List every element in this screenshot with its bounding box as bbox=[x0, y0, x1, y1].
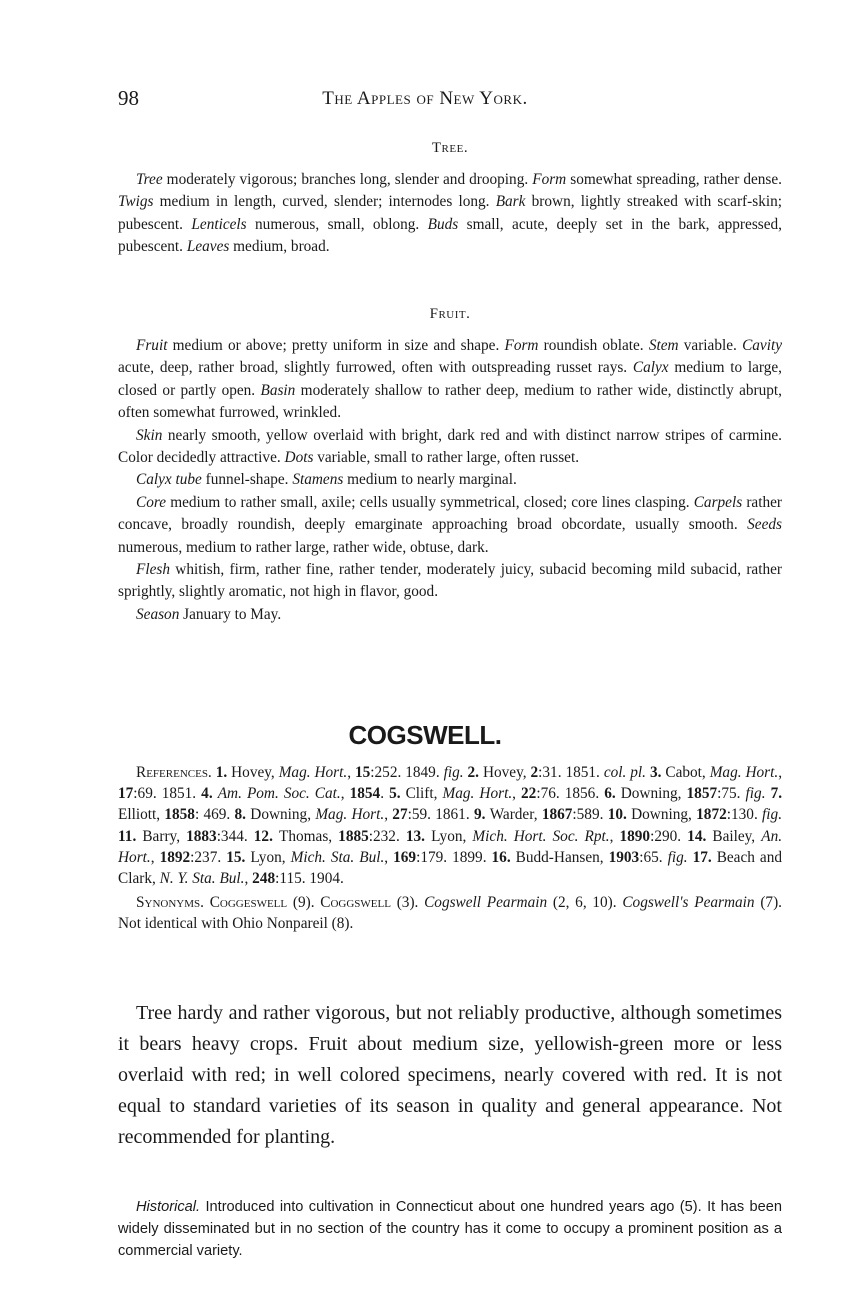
text-run: Tree hardy and rather vigorous, but not reliably productive, although sometimes it bears heavy crops. Fruit about medium size, yellowish-green more or less overlaid with red; in well colored specimens, nearly covered with red. It is not equal to standard varieties of its season in quality and general appearance. Not recommended for planting. bbox=[118, 1002, 782, 1148]
italic-term: Core bbox=[136, 493, 167, 511]
text-run: , bbox=[384, 806, 393, 824]
text-run: medium, broad. bbox=[229, 238, 330, 256]
italic-term: Basin bbox=[260, 381, 296, 399]
italic-term: Mag. Hort. bbox=[278, 764, 348, 781]
italic-term: Buds bbox=[427, 215, 459, 233]
text-run: 1903 bbox=[608, 848, 640, 866]
italic-term: Stem bbox=[648, 337, 679, 354]
text-run: , bbox=[244, 870, 253, 888]
text-run: Bailey, bbox=[712, 827, 762, 845]
text-run: (3). bbox=[390, 894, 425, 912]
italic-term: Form bbox=[532, 171, 567, 188]
page-number: 98 bbox=[118, 86, 139, 110]
text-run: 27 bbox=[392, 806, 408, 824]
text-run: :237. bbox=[190, 848, 227, 866]
text-run: Downing, bbox=[250, 806, 316, 824]
text-run: 1858 bbox=[164, 806, 195, 824]
text-run: Hovey, bbox=[231, 764, 279, 781]
text-run: somewhat spreading, rather dense. bbox=[566, 171, 782, 188]
text-run: :290. bbox=[650, 827, 688, 845]
text-run: whitish, firm, rather fine, rather tender, moderately juicy, subacid becoming mild subacid, rather sprightly, slightly aromatic, not high in flavor, good. bbox=[118, 561, 782, 601]
fruit-section bbox=[118, 306, 782, 626]
text-run: 1883 bbox=[186, 827, 217, 845]
italic-term: N. Y. Sta. Bul. bbox=[159, 870, 245, 888]
italic-term: Lenticels bbox=[191, 215, 247, 233]
italic-term: Twigs bbox=[118, 193, 154, 211]
text-run: (7). Not identical with Ohio Nonpareil (8). bbox=[118, 894, 782, 933]
text-run: :179. 1899. bbox=[416, 848, 492, 866]
text-run: Cabot, bbox=[665, 764, 710, 781]
italic-term: Mag. Hort. bbox=[709, 764, 779, 781]
text-run: (2, 6, 10). bbox=[547, 894, 623, 912]
historical-paragraph bbox=[118, 1196, 782, 1262]
text-run: 4. bbox=[201, 785, 218, 803]
text-run: 1890 bbox=[619, 827, 651, 845]
text-run: 9. bbox=[473, 806, 490, 824]
text-run: :75. bbox=[717, 785, 746, 803]
italic-term: Tree bbox=[136, 171, 163, 188]
text-run: Introduced into cultivation in Connecticut about one hundred years ago (5). It has been widely disseminated but in no section of the country has it come to occupy a prominent position as a commercial variety. bbox=[118, 1199, 782, 1259]
text-run: 1892 bbox=[159, 848, 191, 866]
section-heading-tree: Tree. bbox=[431, 140, 469, 156]
text-run: 1857 bbox=[686, 785, 718, 803]
italic-term: Skin bbox=[136, 426, 163, 444]
italic-term: col. pl. bbox=[603, 764, 647, 781]
italic-term: Cavity bbox=[742, 337, 782, 354]
italic-term: fig. bbox=[443, 764, 464, 781]
text-run: 8. bbox=[234, 806, 251, 824]
text-run: 248 bbox=[252, 870, 276, 888]
text-run: :65. bbox=[639, 848, 668, 866]
italic-term: fig. bbox=[745, 785, 766, 803]
text-run: :589. bbox=[572, 806, 608, 824]
text-run: 17 bbox=[118, 785, 134, 803]
text-run: 1885 bbox=[338, 827, 369, 845]
italic-term: Fruit bbox=[136, 337, 168, 354]
text-run: 16. bbox=[491, 848, 516, 866]
text-run: 17. bbox=[687, 848, 717, 866]
text-run: :76. 1856. bbox=[536, 785, 605, 803]
italic-term: Leaves bbox=[186, 238, 230, 256]
text-run: Lyon, bbox=[431, 827, 473, 845]
core-paragraph bbox=[118, 492, 782, 559]
text-run: , bbox=[609, 827, 620, 845]
calyx-tube-paragraph bbox=[118, 469, 782, 491]
text-run: References. bbox=[136, 764, 212, 781]
text-run: medium in length, curved, slender; internodes long. bbox=[153, 193, 496, 211]
summary-section bbox=[118, 998, 782, 1153]
text-run: Clift, bbox=[405, 785, 443, 803]
text-run: small, acute, deeply set in the bark, appressed, pubescent. bbox=[118, 215, 782, 256]
italic-term: An. Hort. bbox=[118, 827, 783, 866]
italic-term: fig. bbox=[667, 848, 688, 866]
text-run: funnel-shape. bbox=[201, 471, 293, 489]
text-run: , bbox=[150, 848, 160, 866]
text-run: medium or above; pretty uniform in size and shape. bbox=[167, 337, 505, 354]
italic-term: Mag. Hort. bbox=[442, 785, 513, 803]
text-run: Warder, bbox=[489, 806, 542, 824]
variety-title: COGSWELL. bbox=[348, 720, 502, 750]
italic-term: Season bbox=[136, 605, 180, 623]
text-run: roundish oblate. bbox=[538, 337, 649, 354]
running-title: The Apples of New York. bbox=[322, 88, 528, 109]
text-run: January to May. bbox=[179, 605, 282, 623]
text-run: Synonyms. bbox=[136, 894, 204, 912]
synonyms bbox=[118, 892, 782, 934]
italic-term: Am. Pom. Soc. Cat. bbox=[217, 785, 341, 803]
text-run: 12. bbox=[253, 827, 279, 845]
text-run: 15 bbox=[354, 764, 371, 781]
text-run: Coggeswell bbox=[209, 894, 288, 912]
italic-term: Cogswell's Pearmain bbox=[622, 894, 755, 912]
text-run: Downing, bbox=[620, 785, 687, 803]
text-run: , bbox=[384, 848, 394, 866]
text-run: 169 bbox=[393, 848, 417, 866]
historical-section bbox=[118, 1196, 782, 1262]
skin-paragraph bbox=[118, 425, 782, 470]
text-run: 2 bbox=[530, 764, 539, 781]
text-run: 14. bbox=[687, 827, 713, 845]
text-run: medium to rather small, axile; cells usually symmetrical, closed; core lines clasping. bbox=[166, 493, 694, 511]
text-run: 13. bbox=[405, 827, 432, 845]
text-run: , bbox=[347, 764, 355, 781]
italic-term: Flesh bbox=[136, 561, 170, 579]
text-run: variable. bbox=[678, 337, 743, 354]
text-run: :252. 1849. bbox=[370, 764, 444, 781]
text-run: :232. bbox=[368, 827, 406, 845]
text-run: 1. bbox=[211, 764, 232, 781]
text-run: 1867 bbox=[541, 806, 573, 824]
text-run: moderately shallow to rather deep, medium to rather wide, distinctly abrupt, often somewhat furrowed, wrinkled. bbox=[118, 381, 782, 422]
text-run: :130. bbox=[726, 806, 763, 824]
text-run: brown, lightly streaked with scarf-skin; pubescent. bbox=[118, 193, 782, 233]
italic-term: fig. bbox=[762, 806, 783, 824]
flesh-paragraph bbox=[118, 559, 782, 604]
text-run: Lyon, bbox=[250, 848, 291, 866]
text-run: medium to large, closed or partly open. bbox=[118, 359, 783, 399]
italic-term: Dots bbox=[284, 449, 314, 467]
text-run: 11. bbox=[118, 827, 143, 845]
text-run: :115. 1904. bbox=[275, 870, 344, 888]
text-run: numerous, small, oblong. bbox=[246, 215, 428, 233]
text-run: (9). bbox=[287, 894, 321, 912]
italic-term: Calyx tube bbox=[136, 471, 202, 489]
summary-paragraph bbox=[118, 998, 782, 1153]
text-run: 10. bbox=[607, 806, 632, 824]
text-run: 1854 bbox=[349, 785, 381, 803]
italic-term: Seeds bbox=[747, 516, 782, 534]
text-run: , bbox=[340, 785, 350, 803]
italic-term: Mich. Sta. Bul. bbox=[290, 848, 385, 866]
fruit-paragraph bbox=[118, 335, 782, 425]
text-run: :69. 1851. bbox=[133, 785, 202, 803]
italic-term: Mag. Hort. bbox=[315, 806, 385, 824]
section-heading-fruit: Fruit. bbox=[429, 306, 471, 322]
text-run: , bbox=[778, 764, 783, 781]
text-run: moderately vigorous; branches long, slender and drooping. bbox=[162, 171, 533, 188]
tree-description bbox=[118, 169, 782, 259]
text-run: Coggswell bbox=[320, 894, 391, 912]
text-run: :31. 1851. bbox=[538, 764, 604, 781]
text-run: acute, deep, rather broad, slightly furrowed, often with outspreading russet rays. bbox=[118, 359, 633, 377]
text-run: 15. bbox=[226, 848, 251, 866]
italic-term: Mich. Hort. Soc. Rpt. bbox=[472, 827, 610, 845]
italic-term: Bark bbox=[495, 193, 526, 211]
text-run: Hovey, bbox=[482, 764, 531, 781]
text-run: Barry, bbox=[142, 827, 187, 845]
text-run: variable, small to rather large, often russet. bbox=[313, 449, 580, 467]
text-run: 7. bbox=[765, 785, 783, 803]
text-run: nearly smooth, yellow overlaid with bright, dark red and with distinct narrow stripes of carmine. Color decidedly attractive. bbox=[118, 426, 782, 467]
italic-term: Stamens bbox=[292, 471, 344, 489]
tree-section bbox=[118, 140, 782, 259]
text-run: : 469. bbox=[194, 806, 235, 824]
text-run: . bbox=[380, 785, 390, 803]
text-run: Budd-Hansen, bbox=[515, 848, 609, 866]
italic-term: Calyx bbox=[632, 359, 669, 377]
text-run: Thomas, bbox=[278, 827, 339, 845]
italic-term: Carpels bbox=[693, 493, 743, 511]
text-run: , bbox=[512, 785, 522, 803]
text-run: 5. bbox=[389, 785, 406, 803]
text-run: Beach and Clark, bbox=[118, 848, 782, 888]
text-run: numerous, medium to rather large, rather wide, obtuse, dark. bbox=[118, 538, 489, 556]
text-run: medium to nearly marginal. bbox=[343, 471, 517, 489]
text-run: rather concave, broadly roundish, deeply emarginate approaching broad obcordate, usually smooth. bbox=[118, 493, 782, 534]
text-run: 1872 bbox=[696, 806, 727, 824]
references bbox=[118, 762, 782, 889]
text-run: :59. 1861. bbox=[407, 806, 474, 824]
text-run: 3. bbox=[646, 764, 666, 781]
italic-term: Form bbox=[504, 337, 539, 354]
references-section bbox=[118, 762, 782, 935]
italic-term: Historical. bbox=[136, 1199, 201, 1215]
season-paragraph bbox=[118, 604, 782, 626]
text-run: :344. bbox=[216, 827, 254, 845]
italic-term: Cogswell Pearmain bbox=[424, 894, 548, 912]
text-run: 6. bbox=[604, 785, 621, 803]
text-run: 22 bbox=[521, 785, 537, 803]
text-run: 2. bbox=[463, 764, 483, 781]
text-run: Elliott, bbox=[118, 806, 165, 824]
text-run: Downing, bbox=[631, 806, 697, 824]
